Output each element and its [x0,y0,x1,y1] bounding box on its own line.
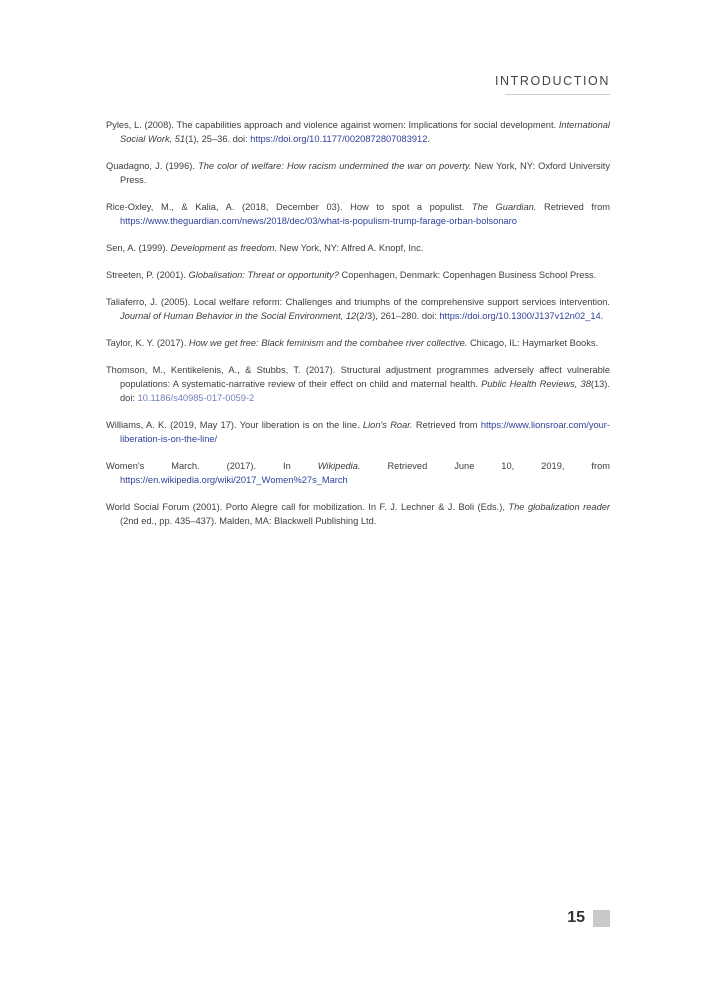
reference-text: (1), 25–36. doi: [185,134,251,144]
reference-entry [106,241,610,255]
reference-italic-title: Journal of Human Behavior in the Social Environment, 12 [120,311,357,321]
reference-text: Women's March. (2017). In [106,461,318,471]
running-head: INTRODUCTION [494,74,610,88]
reference-italic-title: Public Health Reviews, 38 [481,379,591,389]
page-number-box [593,910,610,927]
reference-text: Copenhagen, Denmark: Copenhagen Business School Press. [338,270,597,280]
reference-link[interactable]: https://en.wikipedia.org/wiki/2017_Women%27s_March [120,475,348,485]
reference-text: Taylor, K. Y. (2017). [106,338,189,348]
reference-link[interactable]: 10.1186/s40985-017-0059-2 [137,393,255,403]
reference-text: (2nd ed., pp. 435–437). Malden, MA: Blackwell Publishing Ltd. [120,516,377,526]
reference-link[interactable]: https://www.lionsroar.com/your-liberation-is-on-the-line/ [120,420,610,444]
reference-list [106,118,610,541]
reference-entry [106,336,610,350]
reference-link[interactable]: https://doi.org/10.1300/J137v12n02_14 [439,311,601,321]
reference-text: New York, NY: Oxford University Press. [120,161,610,185]
reference-text: Thomson, M., Kentikelenis, A., & Stubbs, T. (2017). Structural adjustment programmes adversely affect vulnerable populations: A systematic-narrative review of their effect on child and maternal health. [106,365,610,389]
reference-entry [106,295,610,323]
page-number: 15 [567,909,585,926]
reference-entry [106,459,610,487]
reference-text: Streeten, P. (2001). [106,270,189,280]
reference-text: (2/3), 261–280. doi: [356,311,440,321]
reference-italic-title: Globalisation: Threat or opportunity? [188,270,339,280]
reference-text: New York, NY: Alfred A. Knopf, Inc. [277,243,424,253]
reference-text: Rice-Oxley, M., & Kalia, A. (2018, December 03). How to spot a populist. [106,202,472,212]
reference-text: Pyles, L. (2008). The capabilities approach and violence against women: Implications for social development. [106,120,559,130]
reference-text: Retrieved from [412,420,481,430]
reference-link[interactable]: https://doi.org/10.1177/0020872807083912 [250,134,428,144]
reference-text: (13). doi: [120,379,610,403]
reference-entry [106,268,610,282]
reference-text: Chicago, IL: Haymarket Books. [467,338,599,348]
reference-italic-title: The globalization reader [508,502,611,512]
reference-italic-title: International Social Work, 51 [120,120,610,144]
reference-text: Williams, A. K. (2019, May 17). Your liberation is on the line. [106,420,363,430]
reference-italic-title: The color of welfare: How racism undermined the war on poverty. [198,161,472,171]
reference-text: Retrieved from [536,202,610,212]
reference-text: . [600,311,604,321]
reference-text: Retrieved June 10, 2019, from [360,461,610,471]
header-rule [505,94,610,95]
reference-entry [106,159,610,187]
reference-text: Sen, A. (1999). [106,243,171,253]
reference-italic-title: Wikipedia. [317,461,361,471]
reference-entry [106,363,610,405]
reference-entry [106,200,610,228]
reference-italic-title: Development as freedom. [170,243,278,253]
reference-text: World Social Forum (2001). Porto Alegre call for mobilization. In F. J. Lechner & J. Boli (Eds.), [106,502,509,512]
reference-text: Quadagno, J. (1996). [106,161,199,171]
reference-italic-title: The Guardian. [471,202,537,212]
reference-entry [106,118,610,146]
reference-italic-title: How we get free: Black feminism and the combahee river collective. [188,338,468,348]
reference-italic-title: Lion's Roar. [362,420,413,430]
reference-entry [106,500,610,528]
reference-text: Taliaferro, J. (2005). Local welfare reform: Challenges and triumphs of the comprehensive support services intervention. [106,297,610,307]
reference-link[interactable]: https://www.theguardian.com/news/2018/dec/03/what-is-populism-trump-farage-orban-bolsonaro [120,216,517,226]
reference-entry [106,418,610,446]
reference-text: . [427,134,430,144]
